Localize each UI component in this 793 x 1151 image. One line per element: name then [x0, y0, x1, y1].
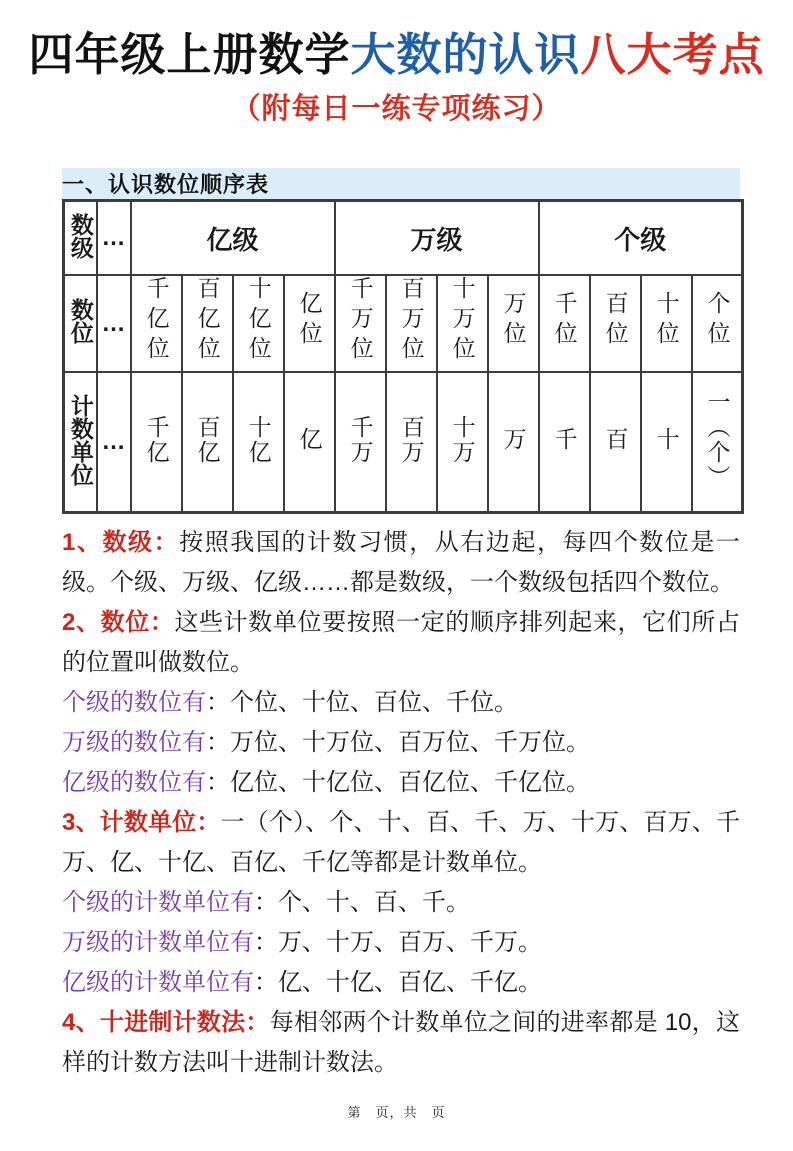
point-label: 万级的数位有 — [62, 729, 206, 756]
digit-cell: 千位 — [539, 275, 590, 372]
table-row-levels — [64, 201, 743, 276]
digit-cell: 千万位 — [335, 275, 386, 372]
digit-list-ge — [62, 683, 740, 723]
point-label: 个级的数位有 — [62, 689, 206, 716]
group-header-wan-level: 万级 — [335, 201, 539, 276]
place-value-table — [62, 199, 744, 514]
section-heading-banner — [62, 168, 740, 199]
knowledge-point-1 — [62, 523, 740, 603]
knowledge-point-3 — [62, 803, 740, 883]
group-header-ge-level: 个级 — [539, 201, 743, 276]
unit-cell: 千亿 — [131, 372, 182, 513]
point-text: ：万位、十万位、百万位、千万位。 — [206, 729, 590, 756]
unit-cell: 十万 — [437, 372, 488, 513]
page-footer: 第 页，共 页 — [347, 1105, 446, 1120]
unit-cell: 一（个） — [692, 372, 743, 513]
point-text: ：亿位、十亿位、百亿位、千亿位。 — [206, 769, 590, 796]
point-label: 1、数级： — [62, 529, 180, 556]
knowledge-points — [62, 523, 740, 1083]
ellipsis-cell: … — [97, 372, 131, 513]
unit-list-yi — [62, 963, 740, 1003]
point-text: 每相邻两个计数单位之间的进率都是 10，这样的计数方法叫十进制计数法。 — [62, 1009, 740, 1076]
digit-cell: 百位 — [590, 275, 641, 372]
point-label: 万级的计数单位有 — [62, 929, 254, 956]
title-part-blue: 大数的认识 — [350, 30, 581, 80]
knowledge-point-2 — [62, 603, 740, 683]
digit-cell: 千亿位 — [131, 275, 182, 372]
row-label-unit-cell — [64, 372, 97, 513]
title-part-red: 八大考点 — [580, 30, 765, 80]
unit-list-ge — [62, 883, 740, 923]
digit-cell: 十亿位 — [233, 275, 284, 372]
digit-cell: 万位 — [488, 275, 539, 372]
point-label: 3、计数单位： — [62, 809, 221, 836]
digit-list-yi — [62, 763, 740, 803]
row-label-digit: 数位 — [67, 298, 94, 344]
group-header-yi-level: 亿级 — [131, 201, 335, 276]
point-text: ：个位、十位、百位、千位。 — [206, 689, 518, 716]
row-label-digit-cell — [64, 275, 97, 372]
unit-cell: 百亿 — [182, 372, 233, 513]
digit-cell: 个位 — [692, 275, 743, 372]
row-label-level-cell — [64, 201, 97, 276]
point-label: 亿级的计数单位有 — [62, 969, 254, 996]
unit-cell: 万 — [488, 372, 539, 513]
digit-cell: 亿位 — [284, 275, 335, 372]
table-row-units — [64, 372, 743, 513]
unit-cell: 百 — [590, 372, 641, 513]
digit-cell: 十位 — [641, 275, 692, 372]
unit-cell: 十亿 — [233, 372, 284, 513]
point-text: ：个、十、百、千。 — [254, 889, 470, 916]
point-text: 一（个）、个、十、百、千、万、十万、百万、千万、亿、十亿、百亿、千亿等都是计数单位。 — [62, 809, 740, 876]
section-heading: 一、认识数位顺序表 — [62, 172, 270, 197]
page-subtitle: （附每日一练专项练习） — [231, 92, 562, 125]
unit-cell: 千万 — [335, 372, 386, 513]
unit-list-wan — [62, 923, 740, 963]
page-title — [0, 30, 793, 82]
ellipsis-cell: … — [97, 201, 131, 276]
point-text: ：亿、十亿、百亿、千亿。 — [254, 969, 542, 996]
point-text: ：万、十万、百万、千万。 — [254, 929, 542, 956]
content-area — [62, 168, 740, 1083]
row-label-level: 数级 — [67, 212, 94, 259]
title-part-black: 四年级上册数学 — [28, 30, 351, 80]
point-text: 按照我国的计数习惯，从右边起，每四个数位是一级。个级、万级、亿级……都是数级，一个数级包括四个数位。 — [62, 529, 740, 596]
digit-cell: 十万位 — [437, 275, 488, 372]
knowledge-point-4 — [62, 1003, 740, 1083]
point-label: 亿级的数位有 — [62, 769, 206, 796]
unit-cell: 亿 — [284, 372, 335, 513]
row-label-unit: 计数单位 — [67, 393, 94, 486]
table-row-digits — [64, 275, 743, 372]
ellipsis-cell: … — [97, 275, 131, 372]
unit-cell: 百万 — [386, 372, 437, 513]
point-text: 这些计数单位要按照一定的顺序排列起来，它们所占的位置叫做数位。 — [62, 609, 740, 676]
point-label: 2、数位： — [62, 609, 175, 636]
unit-cell: 千 — [539, 372, 590, 513]
digit-cell: 百万位 — [386, 275, 437, 372]
digit-cell: 百亿位 — [182, 275, 233, 372]
point-label: 4、十进制计数法： — [62, 1009, 270, 1036]
unit-cell: 十 — [641, 372, 692, 513]
digit-list-wan — [62, 723, 740, 763]
point-label: 个级的计数单位有 — [62, 889, 254, 916]
